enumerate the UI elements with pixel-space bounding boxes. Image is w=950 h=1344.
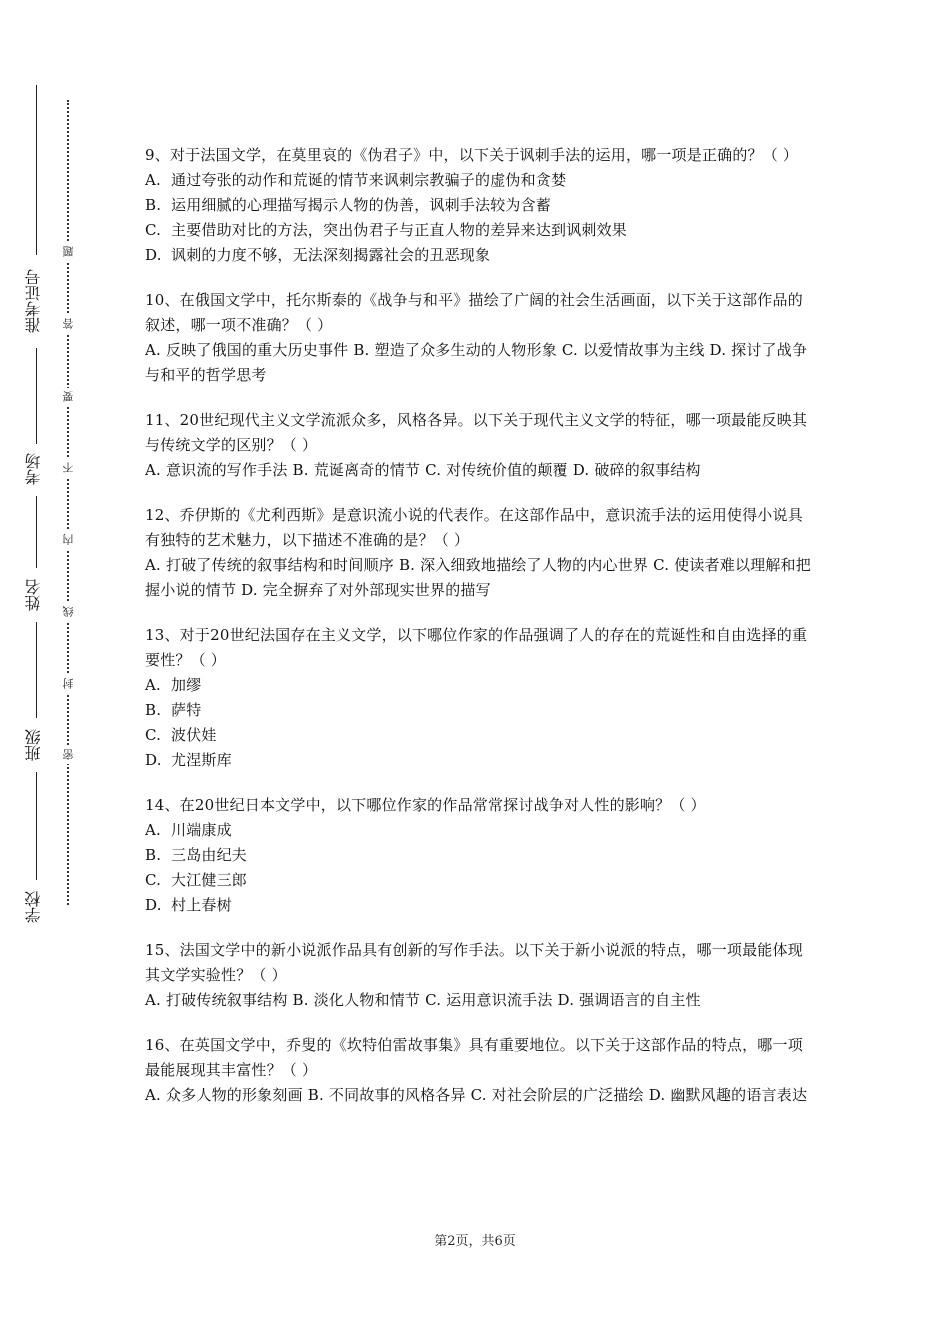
question-stem: 13、对于20世纪法国存在主义文学，以下哪位作家的作品强调了人的存在的荒诞性和自由选择的重要性？（ ）: [145, 626, 808, 669]
margin-rule: [36, 85, 37, 255]
question-stem: 12、乔伊斯的《尤利西斯》是意识流小说的代表作。在这部作品中，意识流手法的运用使得小说具有独特的艺术魅力，以下描述不准确的是？（ ）: [145, 506, 803, 549]
seal-char: 内: [60, 531, 76, 549]
option-b: B. 萨特: [145, 701, 202, 719]
page-footer: 第2页，共6页: [434, 1234, 516, 1249]
question-13: [145, 623, 813, 773]
inline-options: A. 反映了俄国的重大历史事件 B. 塑造了众多生动的人物形象 C. 以爱情故事为主线 D. 探讨了战争与和平的哲学思考: [145, 341, 808, 384]
option-a: A. 通过夸张的动作和荒诞的情节来讽刺宗教骗子的虚伪和贪婪: [145, 171, 567, 189]
question-11: [145, 408, 813, 483]
question-stem: 9、对于法国文学，在莫里哀的《伪君子》中，以下关于讽刺手法的运用，哪一项是正确的？（ ）: [145, 146, 799, 164]
seal-char: 密: [60, 746, 76, 764]
seal-char: 答: [60, 315, 76, 333]
question-10: [145, 288, 813, 388]
option-a: A. 川端康成: [145, 821, 232, 839]
question-9: [145, 143, 813, 268]
option-b: B. 三岛由纪夫: [145, 846, 248, 864]
option-d: D. 村上春树: [145, 896, 232, 914]
question-stem: 14、在20世纪日本文学中，以下哪位作家的作品常常探讨战争对人性的影响？（ ）: [145, 796, 706, 814]
question-stem: 16、在英国文学中，乔叟的《坎特伯雷故事集》具有重要地位。以下关于这部作品的特点，哪一项最能展现其丰富性？（ ）: [145, 1036, 803, 1079]
seal-char: 题: [60, 243, 76, 261]
seal-line: [67, 100, 69, 905]
option-c: C. 主要借助对比的方法，突出伪君子与正直人物的差异来达到讽刺效果: [145, 221, 628, 239]
option-c: C. 大江健三郎: [145, 871, 248, 889]
seal-char: 封: [60, 675, 76, 693]
question-15: [145, 938, 813, 1013]
option-d: D. 讽刺的力度不够，无法深刻揭露社会的丑恶现象: [145, 246, 491, 264]
class-label: 班级: [24, 729, 43, 761]
seal-char: 不: [60, 459, 76, 477]
seal-char: 线: [60, 603, 76, 621]
question-12: [145, 503, 813, 603]
option-b: B. 运用细腻的心理描写揭示人物的伪善，讽刺手法较为含蓄: [145, 196, 552, 214]
option-d: D. 尤涅斯库: [145, 751, 232, 769]
option-a: A. 加缪: [145, 676, 202, 694]
question-stem: 11、20世纪现代主义文学流派众多，风格各异。以下关于现代主义文学的特征，哪一项最能反映其与传统文学的区别？（ ）: [145, 411, 808, 454]
margin-rule: [36, 348, 37, 444]
seal-char: 要: [60, 388, 76, 406]
question-14: [145, 793, 813, 918]
exam-room-label: 考场: [24, 453, 43, 485]
inline-options: A. 打破传统叙事结构 B. 淡化人物和情节 C. 运用意识流手法 D. 强调语言的自主性: [145, 991, 701, 1009]
inline-options: A. 意识流的写作手法 B. 荒诞离奇的情节 C. 对传统价值的颠覆 D. 破碎的叙事结构: [145, 461, 701, 479]
margin-rule: [36, 772, 37, 880]
margin-rule: [36, 622, 37, 718]
margin-rule: [36, 496, 37, 568]
exam-number-label: 准考证号: [24, 269, 43, 333]
option-c: C. 波伏娃: [145, 726, 217, 744]
name-label: 姓名: [24, 579, 43, 611]
school-label: 学校: [24, 891, 43, 923]
inline-options: A. 打破了传统的叙事结构和时间顺序 B. 深入细致地描绘了人物的内心世界 C. 使读者难以理解和把握小说的情节 D. 完全摒弃了对外部现实世界的描写: [145, 556, 811, 599]
question-stem: 10、在俄国文学中，托尔斯泰的《战争与和平》描绘了广阔的社会生活画面，以下关于这部作品的叙述，哪一项不准确？（ ）: [145, 291, 803, 334]
question-list: [145, 143, 813, 1128]
question-16: [145, 1033, 813, 1108]
inline-options: A. 众多人物的形象刻画 B. 不同故事的风格各异 C. 对社会阶层的广泛描绘 D. 幽默风趣的语言表达: [145, 1086, 808, 1104]
question-stem: 15、法国文学中的新小说派作品具有创新的写作手法。以下关于新小说派的特点，哪一项最能体现其文学实验性？（ ）: [145, 941, 803, 984]
